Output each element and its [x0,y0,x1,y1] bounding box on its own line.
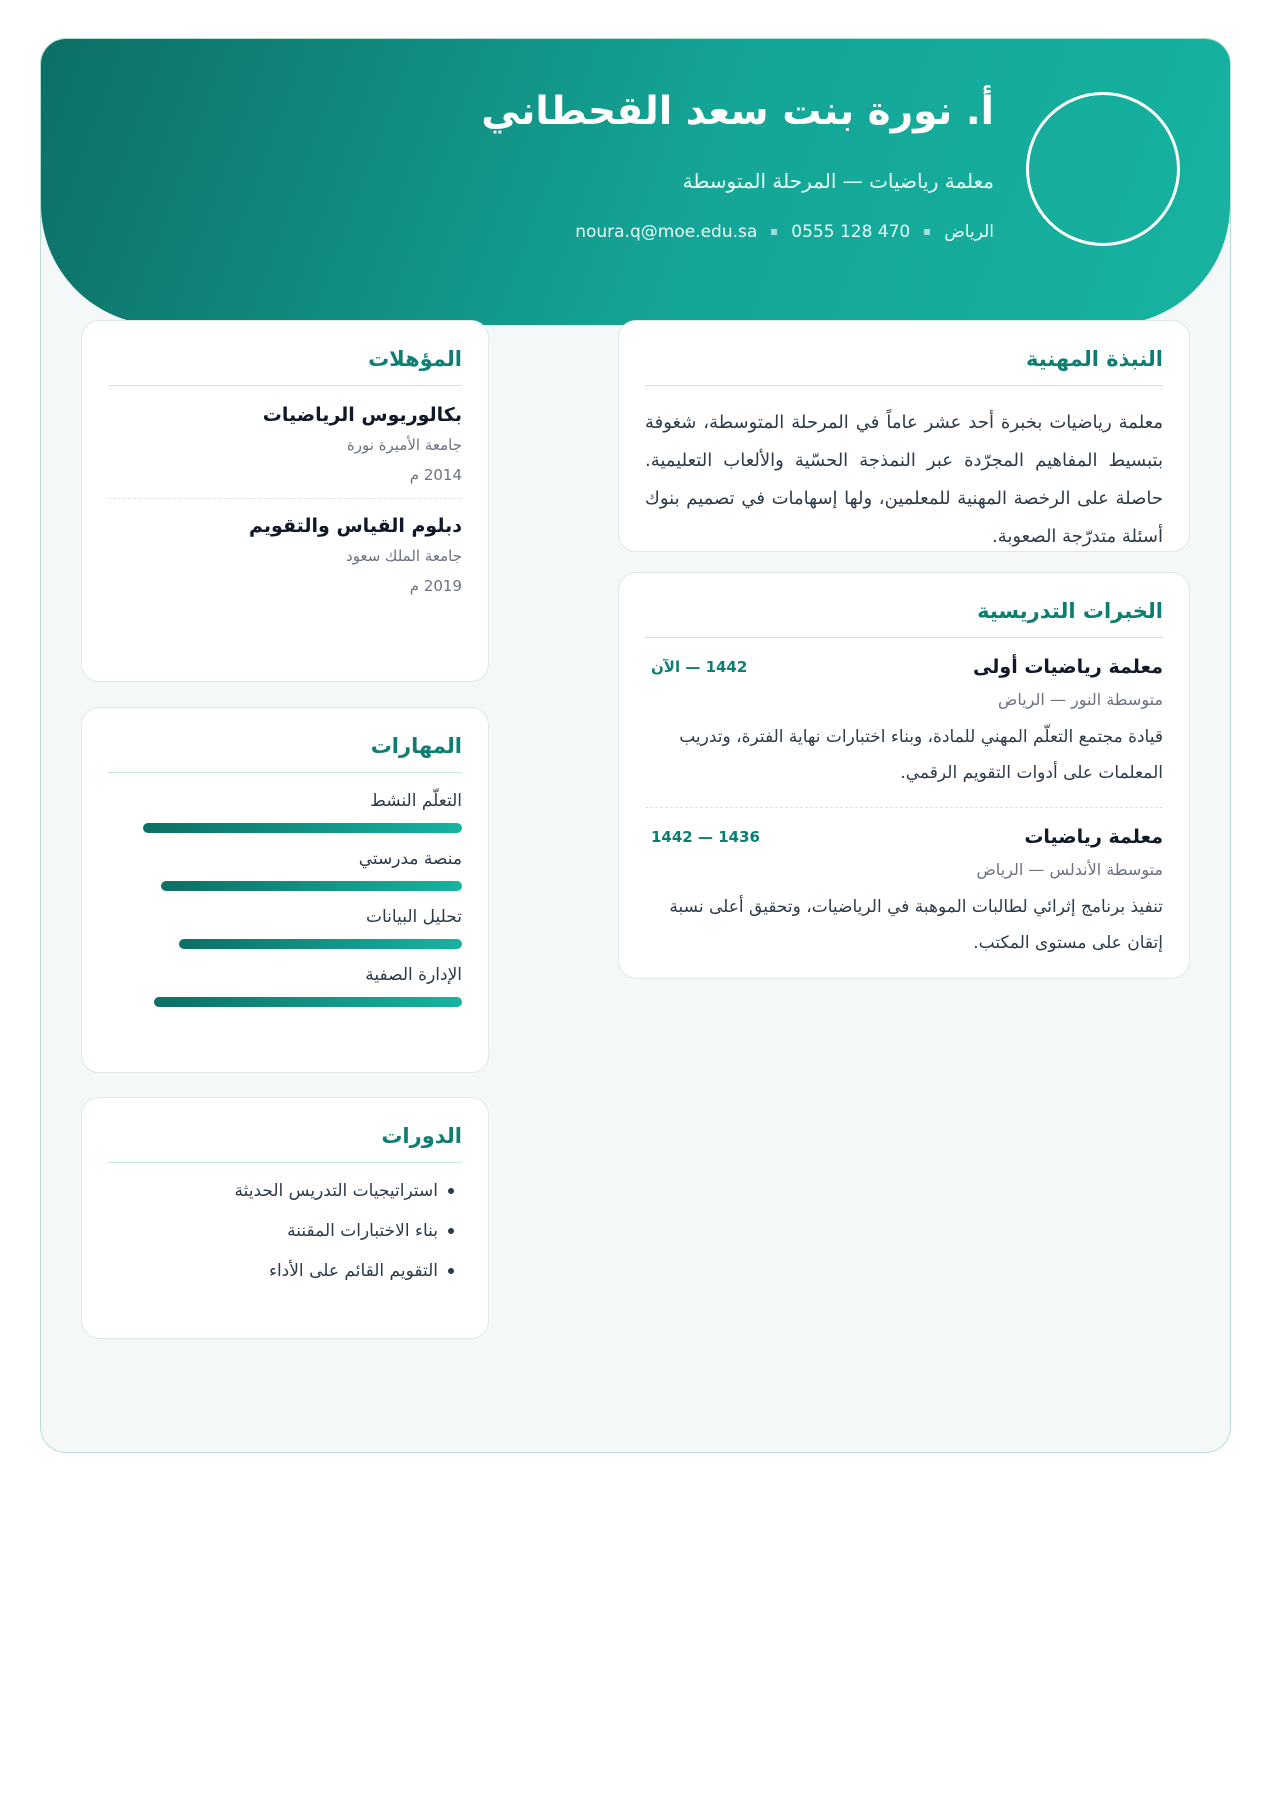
skill-label: التعلّم النشط [370,791,462,811]
skill-label: منصة مدرستي [358,849,462,869]
person-name: أ. نورة بنت سعد القحطاني [481,89,994,134]
contact-phone[interactable]: 0555 128 470 [791,222,911,242]
experience-org: متوسطة النور — الرياض [998,690,1163,709]
qualification-org: جامعة الملك سعود [346,547,462,565]
summary-heading: النبذة المهنية [645,347,1163,386]
bullet-icon [448,1188,454,1194]
skill-track [108,823,462,833]
qualification-title: بكالوريوس الرياضيات [262,404,462,426]
courses-list [108,1181,462,1281]
qualification-item [108,404,462,499]
skill-item [108,849,462,891]
avatar-placeholder [1026,92,1180,246]
qualification-year: 2014 م [409,466,462,484]
experience-title: معلمة رياضيات [1024,826,1163,848]
qualification-item [108,515,462,595]
experience-date: 1442 — الآن [651,658,748,676]
experience-desc: تنفيذ برنامج إثرائي لطالبات الموهبة في الرياضيات، وتحقيق أعلى نسبة إتقان على مستوى المكتب. [669,897,1163,953]
experience-date: 1436 — 1442 [651,828,760,846]
skill-label: الإدارة الصفية [365,965,462,985]
contact-row [575,222,994,242]
resume-page [40,38,1231,1453]
experience-item [645,656,1163,808]
skill-item [108,907,462,949]
separator-icon [771,229,777,235]
job-title: معلمة رياضيات — المرحلة المتوسطة [682,169,994,193]
qualification-org: جامعة الأميرة نورة [346,436,462,454]
qualifications-card [81,320,489,682]
courses-card [81,1097,489,1339]
course-item [108,1221,462,1241]
skill-item [108,791,462,833]
summary-text: معلمة رياضيات بخبرة أحد عشر عاماً في المرحلة المتوسطة، شغوفة بتبسيط المفاهيم المجرّدة عبر النمذجة الحسّية والألعاب التعليمية. حاصلة على الرخصة المهنية للمعلمين، ولها إسهامات في تصميم بنوك أسئلة متدرّجة الصعوبة. [645,412,1163,547]
experience-heading: الخبرات التدريسية [645,599,1163,638]
experience-desc: قيادة مجتمع التعلّم المهني للمادة، وبناء اختبارات نهاية الفترة، وتدريب المعلمات على أدوات التقويم الرقمي. [679,727,1163,783]
skill-track [108,881,462,891]
experience-card [618,572,1190,979]
qualifications-heading: المؤهلات [108,347,462,386]
bullet-icon [448,1228,454,1234]
experience-item [645,826,1163,961]
skill-bar [161,881,462,891]
bullet-icon [448,1268,454,1274]
contact-email[interactable]: noura.q@moe.edu.sa [575,222,758,242]
skill-bar [179,939,462,949]
skill-label: تحليل البيانات [366,907,462,927]
course-label: استراتيجيات التدريس الحديثة [234,1181,438,1201]
skill-track [108,939,462,949]
skill-item [108,965,462,1007]
experience-org: متوسطة الأندلس — الرياض [976,860,1163,879]
header-banner [41,39,1230,325]
skill-track [108,997,462,1007]
experience-title: معلمة رياضيات أولى [973,656,1163,678]
skill-bar [143,823,462,833]
qualification-year: 2019 م [409,577,462,595]
skills-heading: المهارات [108,734,462,773]
summary-card [618,320,1190,552]
skill-bar [154,997,462,1007]
separator-icon [924,229,930,235]
course-item [108,1261,462,1281]
qualification-title: دبلوم القياس والتقويم [249,515,462,537]
contact-city: الرياض [944,222,994,242]
course-label: بناء الاختبارات المقننة [287,1221,438,1241]
course-label: التقويم القائم على الأداء [268,1261,438,1281]
skills-card [81,707,489,1073]
course-item [108,1181,462,1201]
courses-heading: الدورات [108,1124,462,1163]
